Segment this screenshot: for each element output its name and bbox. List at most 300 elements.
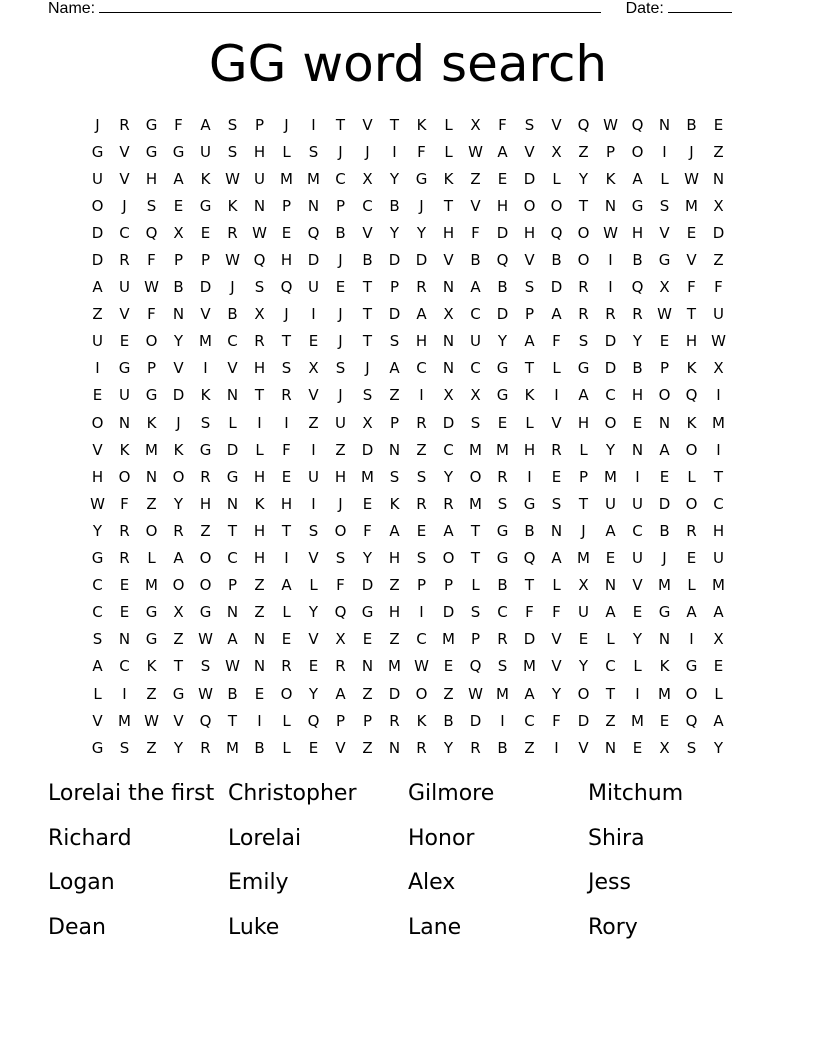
grid-letter: K bbox=[416, 115, 427, 134]
letter-grid bbox=[84, 111, 732, 761]
grid-letter: K bbox=[605, 169, 616, 188]
grid-letter: P bbox=[443, 576, 454, 595]
grid-letter: M bbox=[442, 630, 455, 649]
grid-letter: J bbox=[338, 142, 343, 161]
grid-letter: V bbox=[686, 251, 697, 270]
grid-letter: G bbox=[631, 196, 644, 215]
grid-letter: E bbox=[443, 657, 454, 676]
grid-letter: D bbox=[91, 223, 104, 242]
grid-letter: U bbox=[92, 332, 103, 351]
grid-letter: Q bbox=[550, 223, 563, 242]
grid-letter: L bbox=[552, 169, 561, 188]
grid-letter: N bbox=[172, 305, 185, 324]
grid-letter: B bbox=[632, 359, 643, 378]
grid-letter: L bbox=[444, 142, 453, 161]
grid-letter: U bbox=[200, 142, 211, 161]
grid-letter: A bbox=[551, 305, 562, 324]
grid-letter: O bbox=[442, 549, 455, 568]
grid-letter: E bbox=[659, 332, 670, 351]
grid-letter: J bbox=[338, 251, 343, 270]
grid-letter: E bbox=[281, 467, 292, 486]
grid-letter: U bbox=[632, 549, 643, 568]
grid-letter: M bbox=[604, 467, 617, 486]
grid-letter: R bbox=[119, 251, 130, 270]
grid-letter: R bbox=[254, 332, 265, 351]
grid-letter: O bbox=[334, 521, 347, 540]
grid-letter: V bbox=[470, 196, 481, 215]
grid-letter: H bbox=[712, 521, 725, 540]
grid-letter: X bbox=[308, 359, 319, 378]
grid-letter: A bbox=[632, 169, 643, 188]
grid-letter: H bbox=[253, 467, 266, 486]
grid-letter: Y bbox=[308, 684, 319, 703]
grid-letter: K bbox=[200, 169, 211, 188]
grid-letter: G bbox=[199, 440, 212, 459]
grid-letter: J bbox=[122, 196, 127, 215]
grid-letter: S bbox=[389, 332, 400, 351]
grid-letter: O bbox=[172, 576, 185, 595]
grid-letter: F bbox=[552, 603, 561, 622]
grid-letter: G bbox=[496, 521, 509, 540]
grid-letter: K bbox=[173, 440, 184, 459]
grid-letter: S bbox=[524, 278, 535, 297]
grid-letter: K bbox=[659, 657, 670, 676]
grid-letter: A bbox=[551, 549, 562, 568]
grid-letter: B bbox=[443, 711, 454, 730]
grid-letter: N bbox=[226, 386, 239, 405]
grid-letter: O bbox=[199, 576, 212, 595]
grid-letter: F bbox=[552, 711, 561, 730]
grid-letter: D bbox=[496, 305, 509, 324]
grid-letter: E bbox=[362, 630, 373, 649]
grid-letter: L bbox=[255, 440, 264, 459]
grid-letter: Q bbox=[334, 603, 347, 622]
grid-letter: R bbox=[173, 521, 184, 540]
grid-letter: R bbox=[578, 305, 589, 324]
grid-letter: H bbox=[280, 494, 293, 513]
grid-letter: S bbox=[227, 142, 238, 161]
grid-letter: T bbox=[578, 196, 589, 215]
grid-letter: V bbox=[551, 115, 562, 134]
grid-letter: K bbox=[686, 359, 697, 378]
grid-letter: J bbox=[662, 549, 667, 568]
grid-letter: X bbox=[551, 142, 562, 161]
grid-letter: Q bbox=[145, 223, 158, 242]
grid-letter: W bbox=[711, 332, 726, 351]
grid-letter: M bbox=[118, 711, 131, 730]
grid-letter: L bbox=[282, 738, 291, 757]
grid-letter: D bbox=[307, 251, 320, 270]
grid-letter: D bbox=[442, 413, 455, 432]
grid-letter: H bbox=[631, 386, 644, 405]
grid-letter: A bbox=[524, 332, 535, 351]
grid-letter: W bbox=[225, 169, 240, 188]
grid-letter: A bbox=[389, 521, 400, 540]
grid-letter: Y bbox=[578, 657, 589, 676]
grid-letter: N bbox=[253, 657, 266, 676]
grid-letter: G bbox=[172, 684, 185, 703]
grid-letter: U bbox=[254, 169, 265, 188]
grid-letter: X bbox=[713, 630, 724, 649]
grid-letter: B bbox=[497, 278, 508, 297]
grid-letter: A bbox=[200, 115, 211, 134]
grid-letter: I bbox=[608, 278, 613, 297]
grid-letter: Z bbox=[389, 576, 400, 595]
grid-letter: N bbox=[226, 494, 239, 513]
grid-letter: A bbox=[227, 630, 238, 649]
grid-letter: P bbox=[416, 576, 427, 595]
grid-letter: I bbox=[311, 494, 316, 513]
grid-letter: C bbox=[443, 440, 454, 459]
grid-letter: G bbox=[523, 494, 536, 513]
grid-letter: Q bbox=[685, 711, 698, 730]
grid-letter: R bbox=[281, 386, 292, 405]
grid-letter: T bbox=[281, 521, 292, 540]
grid-letter: G bbox=[199, 196, 212, 215]
grid-letter: I bbox=[95, 359, 100, 378]
grid-letter: Q bbox=[307, 223, 320, 242]
grid-letter: L bbox=[282, 711, 291, 730]
grid-letter: A bbox=[281, 576, 292, 595]
grid-letter: I bbox=[122, 684, 127, 703]
grid-letter: H bbox=[415, 332, 428, 351]
grid-letter: D bbox=[388, 251, 401, 270]
grid-letter: X bbox=[713, 196, 724, 215]
grid-letter: X bbox=[470, 386, 481, 405]
grid-letter: R bbox=[281, 657, 292, 676]
grid-letter: E bbox=[281, 630, 292, 649]
grid-letter: C bbox=[713, 494, 724, 513]
grid-letter: D bbox=[361, 576, 374, 595]
grid-letter: G bbox=[658, 603, 671, 622]
word-bank-item: Lorelai bbox=[228, 825, 302, 851]
grid-letter: I bbox=[554, 386, 559, 405]
date-label: Date: bbox=[625, 0, 664, 17]
grid-letter: W bbox=[657, 305, 672, 324]
grid-letter: T bbox=[578, 494, 589, 513]
word-bank-item: Gilmore bbox=[408, 781, 495, 806]
header-line bbox=[48, 0, 732, 19]
grid-letter: U bbox=[92, 169, 103, 188]
grid-letter: T bbox=[713, 467, 724, 486]
word-bank-item: Mitchum bbox=[588, 781, 684, 806]
grid-letter: I bbox=[392, 142, 397, 161]
grid-letter: O bbox=[91, 413, 104, 432]
date-blank-line bbox=[668, 0, 732, 13]
grid-letter: L bbox=[525, 413, 534, 432]
grid-letter: A bbox=[524, 684, 535, 703]
grid-letter: J bbox=[689, 142, 694, 161]
grid-letter: P bbox=[389, 278, 400, 297]
grid-letter: U bbox=[308, 467, 319, 486]
grid-letter: N bbox=[442, 359, 455, 378]
grid-letter: O bbox=[577, 251, 590, 270]
grid-letter: L bbox=[552, 359, 561, 378]
grid-letter: V bbox=[524, 251, 535, 270]
grid-letter: Z bbox=[92, 305, 103, 324]
grid-letter: R bbox=[416, 494, 427, 513]
grid-letter: K bbox=[254, 494, 265, 513]
grid-letter: Z bbox=[416, 440, 427, 459]
grid-letter: M bbox=[658, 576, 671, 595]
grid-letter: L bbox=[228, 413, 237, 432]
grid-letter: K bbox=[146, 657, 157, 676]
grid-letter: E bbox=[173, 196, 184, 215]
grid-letter: D bbox=[523, 630, 536, 649]
grid-letter: R bbox=[497, 630, 508, 649]
grid-letter: Q bbox=[631, 115, 644, 134]
grid-letter: O bbox=[280, 684, 293, 703]
grid-letter: M bbox=[523, 657, 536, 676]
grid-letter: E bbox=[578, 630, 589, 649]
grid-letter: E bbox=[119, 332, 130, 351]
page-title: GG word search bbox=[208, 35, 608, 93]
grid-letter: R bbox=[686, 521, 697, 540]
grid-letter: W bbox=[252, 223, 267, 242]
grid-letter: C bbox=[470, 359, 481, 378]
grid-letter: M bbox=[658, 684, 671, 703]
grid-letter: Q bbox=[496, 251, 509, 270]
grid-letter: U bbox=[119, 278, 130, 297]
grid-letter: E bbox=[605, 549, 616, 568]
grid-letter: O bbox=[523, 196, 536, 215]
grid-letter: Z bbox=[308, 413, 319, 432]
grid-letter: F bbox=[336, 576, 345, 595]
grid-letter: F bbox=[714, 278, 723, 297]
grid-letter: V bbox=[227, 359, 238, 378]
grid-letter: Y bbox=[173, 332, 184, 351]
grid-letter: H bbox=[523, 223, 536, 242]
grid-letter: L bbox=[471, 576, 480, 595]
grid-letter: H bbox=[280, 251, 293, 270]
grid-letter: W bbox=[225, 657, 240, 676]
word-bank-item: Luke bbox=[228, 914, 280, 940]
grid-letter: B bbox=[524, 521, 535, 540]
grid-letter: A bbox=[713, 711, 724, 730]
grid-letter: Q bbox=[199, 711, 212, 730]
grid-letter: A bbox=[173, 549, 184, 568]
grid-letter: O bbox=[685, 494, 698, 513]
grid-letter: E bbox=[416, 521, 427, 540]
grid-letter: P bbox=[470, 630, 481, 649]
grid-letter: Y bbox=[713, 738, 724, 757]
grid-letter: Y bbox=[443, 467, 454, 486]
grid-letter: R bbox=[200, 467, 211, 486]
grid-letter: Z bbox=[146, 494, 157, 513]
grid-letter: D bbox=[91, 251, 104, 270]
grid-letter: H bbox=[145, 169, 158, 188]
grid-letter: V bbox=[173, 711, 184, 730]
grid-letter: U bbox=[119, 386, 130, 405]
grid-letter: M bbox=[199, 332, 212, 351]
grid-letter: H bbox=[253, 142, 266, 161]
grid-letter: T bbox=[470, 549, 481, 568]
grid-letter: K bbox=[443, 169, 454, 188]
grid-letter: E bbox=[119, 603, 130, 622]
grid-letter: D bbox=[712, 223, 725, 242]
grid-letter: K bbox=[686, 413, 697, 432]
grid-letter: L bbox=[282, 603, 291, 622]
grid-letter: O bbox=[685, 684, 698, 703]
grid-letter: T bbox=[524, 576, 535, 595]
grid-letter: Y bbox=[578, 169, 589, 188]
grid-letter: E bbox=[632, 738, 643, 757]
grid-letter: Y bbox=[443, 738, 454, 757]
grid-letter: O bbox=[577, 223, 590, 242]
grid-letter: F bbox=[147, 251, 156, 270]
grid-letter: Z bbox=[362, 684, 373, 703]
grid-letter: Y bbox=[605, 440, 616, 459]
grid-letter: F bbox=[417, 142, 426, 161]
grid-letter: Z bbox=[578, 142, 589, 161]
grid-letter: E bbox=[632, 413, 643, 432]
grid-letter: Q bbox=[685, 386, 698, 405]
grid-letter: R bbox=[416, 738, 427, 757]
grid-letter: K bbox=[227, 196, 238, 215]
grid-letter: L bbox=[309, 576, 318, 595]
grid-letter: R bbox=[578, 278, 589, 297]
grid-letter: B bbox=[497, 738, 508, 757]
grid-letter: R bbox=[200, 738, 211, 757]
grid-letter: E bbox=[686, 223, 697, 242]
grid-letter: G bbox=[145, 142, 158, 161]
grid-letter: M bbox=[496, 440, 509, 459]
grid-letter: Q bbox=[307, 711, 320, 730]
grid-letter: Y bbox=[173, 738, 184, 757]
grid-letter: D bbox=[604, 359, 617, 378]
grid-letter: B bbox=[686, 115, 697, 134]
grid-letter: H bbox=[631, 223, 644, 242]
grid-letter: S bbox=[281, 359, 292, 378]
grid-letter: Z bbox=[200, 521, 211, 540]
grid-letter: W bbox=[414, 657, 429, 676]
grid-letter: Y bbox=[632, 630, 643, 649]
grid-letter: M bbox=[469, 494, 482, 513]
grid-letter: S bbox=[659, 196, 670, 215]
grid-letter: L bbox=[579, 440, 588, 459]
grid-letter: V bbox=[200, 305, 211, 324]
grid-letter: J bbox=[338, 494, 343, 513]
grid-letter: N bbox=[604, 576, 617, 595]
grid-letter: X bbox=[713, 359, 724, 378]
grid-letter: S bbox=[92, 630, 103, 649]
grid-letter: D bbox=[199, 278, 212, 297]
grid-letter: N bbox=[658, 115, 671, 134]
grid-letter: D bbox=[442, 603, 455, 622]
grid-letter: Z bbox=[389, 386, 400, 405]
grid-letter: D bbox=[469, 711, 482, 730]
grid-letter: A bbox=[605, 603, 616, 622]
grid-letter: Q bbox=[469, 657, 482, 676]
grid-letter: S bbox=[227, 115, 238, 134]
grid-letter: T bbox=[470, 521, 481, 540]
grid-letter: G bbox=[199, 603, 212, 622]
grid-letter: B bbox=[470, 251, 481, 270]
grid-letter: S bbox=[416, 549, 427, 568]
grid-letter: V bbox=[659, 223, 670, 242]
grid-letter: Y bbox=[362, 549, 373, 568]
grid-letter: X bbox=[470, 115, 481, 134]
grid-letter: V bbox=[308, 386, 319, 405]
grid-letter: H bbox=[199, 494, 212, 513]
grid-letter: J bbox=[284, 115, 289, 134]
grid-letter: O bbox=[550, 196, 563, 215]
grid-letter: I bbox=[716, 440, 721, 459]
grid-letter: O bbox=[199, 549, 212, 568]
grid-letter: T bbox=[362, 332, 373, 351]
grid-letter: A bbox=[92, 657, 103, 676]
grid-letter: I bbox=[500, 711, 505, 730]
grid-letter: E bbox=[551, 467, 562, 486]
grid-letter: P bbox=[227, 576, 238, 595]
grid-letter: G bbox=[145, 386, 158, 405]
grid-letter: X bbox=[443, 305, 454, 324]
grid-letter: K bbox=[146, 413, 157, 432]
grid-letter: M bbox=[469, 440, 482, 459]
grid-letter: E bbox=[497, 413, 508, 432]
grid-letter: V bbox=[578, 738, 589, 757]
grid-letter: G bbox=[145, 603, 158, 622]
grid-letter: K bbox=[119, 440, 130, 459]
grid-letter: M bbox=[226, 738, 239, 757]
grid-letter: G bbox=[361, 603, 374, 622]
grid-letter: A bbox=[335, 684, 346, 703]
grid-letter: E bbox=[659, 467, 670, 486]
grid-letter: I bbox=[635, 467, 640, 486]
grid-letter: J bbox=[581, 521, 586, 540]
grid-letter: C bbox=[416, 359, 427, 378]
grid-letter: T bbox=[524, 359, 535, 378]
grid-letter: J bbox=[95, 115, 100, 134]
grid-letter: Q bbox=[523, 549, 536, 568]
grid-letter: V bbox=[92, 711, 103, 730]
grid-letter: P bbox=[335, 196, 346, 215]
grid-letter: G bbox=[172, 142, 185, 161]
grid-letter: N bbox=[442, 332, 455, 351]
grid-letter: D bbox=[577, 711, 590, 730]
grid-letter: N bbox=[442, 278, 455, 297]
grid-letter: N bbox=[388, 440, 401, 459]
grid-letter: B bbox=[362, 251, 373, 270]
grid-letter: Y bbox=[632, 332, 643, 351]
grid-letter: Y bbox=[389, 223, 400, 242]
grid-letter: D bbox=[388, 684, 401, 703]
grid-letter: R bbox=[389, 711, 400, 730]
grid-letter: H bbox=[523, 440, 536, 459]
grid-letter: V bbox=[119, 142, 130, 161]
grid-letter: R bbox=[605, 305, 616, 324]
grid-letter: W bbox=[198, 630, 213, 649]
grid-letter: N bbox=[604, 738, 617, 757]
grid-letter: U bbox=[632, 494, 643, 513]
grid-letter: A bbox=[497, 142, 508, 161]
grid-letter: B bbox=[389, 196, 400, 215]
grid-letter: P bbox=[524, 305, 535, 324]
grid-letter: C bbox=[119, 657, 130, 676]
grid-letter: V bbox=[443, 251, 454, 270]
grid-letter: V bbox=[308, 630, 319, 649]
grid-letter: W bbox=[468, 142, 483, 161]
grid-letter: S bbox=[119, 738, 130, 757]
grid-letter: N bbox=[550, 521, 563, 540]
grid-letter: G bbox=[658, 251, 671, 270]
grid-letter: N bbox=[388, 738, 401, 757]
grid-letter: T bbox=[605, 684, 616, 703]
grid-letter: C bbox=[605, 386, 616, 405]
grid-letter: Q bbox=[280, 278, 293, 297]
grid-letter: D bbox=[388, 305, 401, 324]
grid-letter: N bbox=[658, 630, 671, 649]
